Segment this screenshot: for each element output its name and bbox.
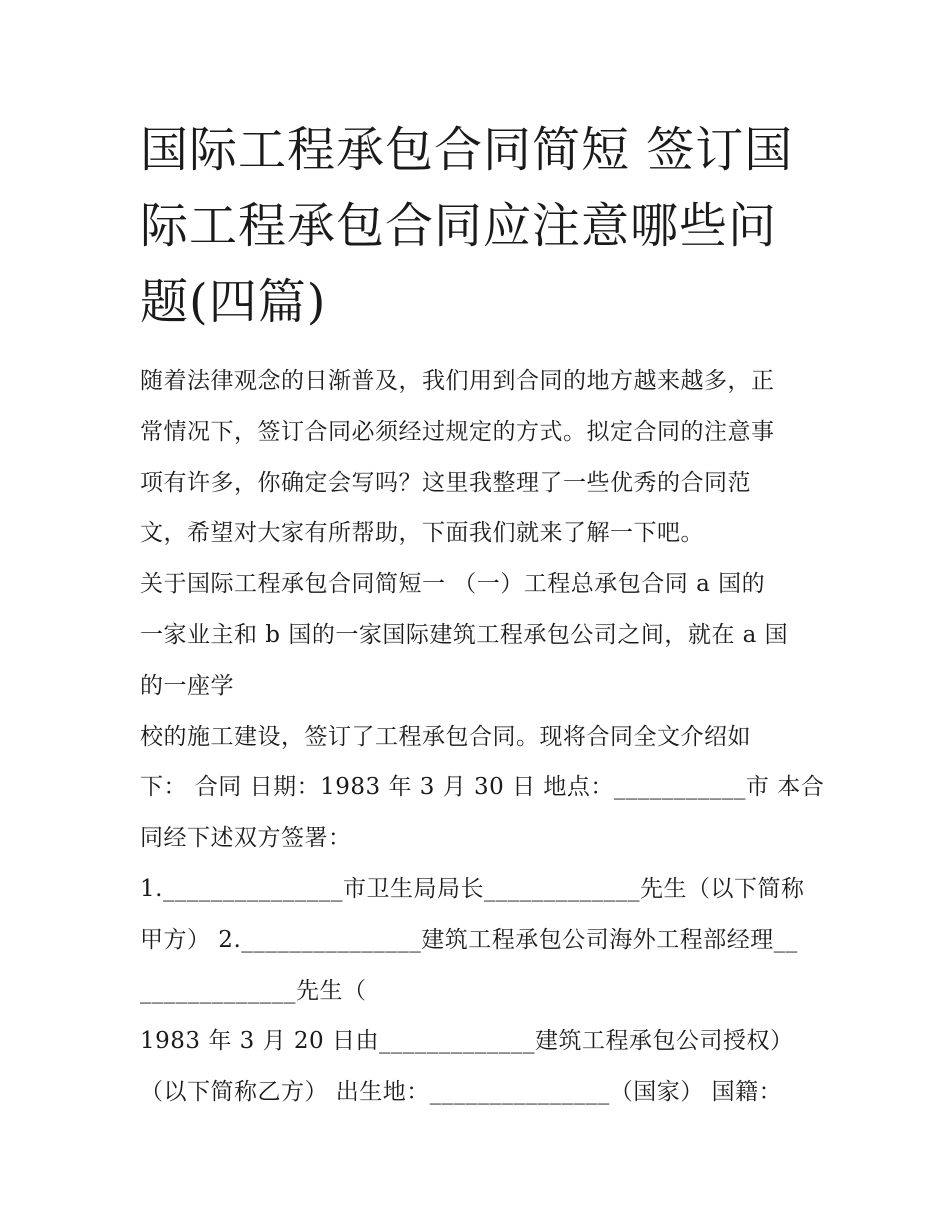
body-line: （以下简称乙方） 出生地：_______________（国家） 国籍：	[140, 1079, 783, 1106]
document-body	[140, 356, 830, 1118]
body-line: 校的施工建设，签订了工程承包合同。现将合同全文介绍如	[140, 723, 751, 750]
body-line: 随着法律观念的日渐普及，我们用到合同的地方越来越多，正	[140, 368, 775, 394]
body-line: 关于国际工程承包合同简短一 （一）工程总承包合同 a 国的	[140, 571, 766, 598]
body-line: 的一座学	[140, 672, 234, 699]
body-line: 下： 合同 日期：1983 年 3 月 30 日 地点：___________市 本合	[140, 774, 825, 801]
body-line: _____________先生（	[140, 977, 367, 1004]
body-line: 常情况下，签订合同必须经过规定的方式。拟定合同的注意事	[140, 418, 775, 445]
body-line: 甲方） 2._______________建筑工程承包公司海外工程部经理__	[140, 926, 798, 953]
body-line: 1._______________市卫生局局长_____________先生（以下简称	[140, 875, 805, 902]
body-line: 一家业主和 b 国的一家国际建筑工程承包公司之间，就在 a 国	[140, 621, 789, 648]
title-line: 际工程承包合同应注意哪些问	[140, 198, 778, 254]
body-line: 项有许多，你确定会写吗？这里我整理了一些优秀的合同范	[140, 469, 751, 496]
title-line: 题(四篇)	[140, 274, 327, 330]
body-line: 文，希望对大家有所帮助，下面我们就来了解一下吧。	[140, 520, 704, 547]
title-line: 国际工程承包合同简短 签订国	[140, 122, 794, 178]
body-line: 1983 年 3 月 20 日由_____________建筑工程承包公司授权）	[140, 1028, 794, 1055]
body-line: 同经下述双方签署：	[140, 825, 352, 852]
document-title	[140, 112, 830, 340]
